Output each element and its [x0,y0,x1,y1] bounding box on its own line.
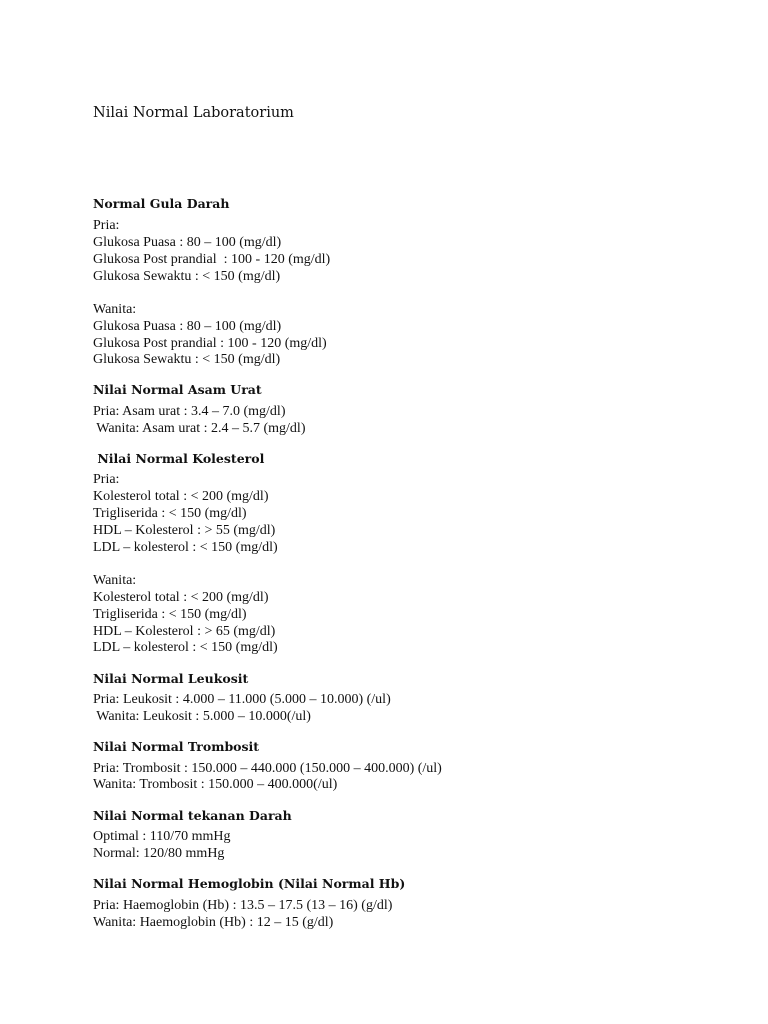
tekanan-darah-line: Normal: 120/80 mmHg [93,846,225,861]
section-heading-hemoglobin: Nilai Normal Hemoglobin (Nilai Normal Hb) [93,876,406,891]
trombosit-line: Wanita: Trombosit : 150.000 – 400.000(/ul) [93,777,338,792]
gula-darah-wanita-label: Wanita: [93,302,137,317]
asam-urat-line: Pria: Asam urat : 3.4 – 7.0 (mg/dl) [93,404,286,419]
hemoglobin-line: Pria: Haemoglobin (Hb) : 13.5 – 17.5 (13 – 16) (g/dl) [93,898,393,913]
hemoglobin-line: Wanita: Haemoglobin (Hb) : 12 – 15 (g/dl) [93,915,334,930]
kolesterol-pria-label: Pria: [93,472,120,487]
trombosit-line: Pria: Trombosit : 150.000 – 440.000 (150.000 – 400.000) (/ul) [93,761,442,776]
kolesterol-wanita-line: HDL – Kolesterol : > 65 (mg/dl) [93,624,276,639]
gula-darah-wanita-line: Glukosa Sewaktu : < 150 (mg/dl) [93,352,281,367]
kolesterol-wanita-line: Trigliserida : < 150 (mg/dl) [93,607,247,622]
section-heading-trombosit: Nilai Normal Trombosit [93,739,260,754]
kolesterol-wanita-line: Kolesterol total : < 200 (mg/dl) [93,590,269,605]
leukosit-line: Pria: Leukosit : 4.000 – 11.000 (5.000 – 10.000) (/ul) [93,692,391,707]
leukosit-line: Wanita: Leukosit : 5.000 – 10.000(/ul) [93,709,311,724]
gula-darah-pria-line: Glukosa Post prandial : 100 - 120 (mg/dl) [93,252,331,267]
gula-darah-pria-label: Pria: [93,218,120,233]
kolesterol-wanita-line: LDL – kolesterol : < 150 (mg/dl) [93,640,278,655]
kolesterol-pria-line: LDL – kolesterol : < 150 (mg/dl) [93,540,278,555]
section-heading-asam-urat: Nilai Normal Asam Urat [93,382,262,397]
section-heading-leukosit: Nilai Normal Leukosit [93,671,249,686]
kolesterol-pria-line: HDL – Kolesterol : > 55 (mg/dl) [93,523,276,538]
kolesterol-wanita-label: Wanita: [93,573,137,588]
document-title: Nilai Normal Laboratorium [93,105,294,121]
asam-urat-line: Wanita: Asam urat : 2.4 – 5.7 (mg/dl) [93,421,306,436]
section-heading-gula-darah: Normal Gula Darah [93,196,230,211]
section-heading-kolesterol: Nilai Normal Kolesterol [93,451,265,466]
kolesterol-pria-line: Kolesterol total : < 200 (mg/dl) [93,489,269,504]
gula-darah-wanita-line: Glukosa Puasa : 80 – 100 (mg/dl) [93,319,282,334]
tekanan-darah-line: Optimal : 110/70 mmHg [93,829,231,844]
gula-darah-wanita-line: Glukosa Post prandial : 100 - 120 (mg/dl) [93,336,327,351]
section-heading-tekanan-darah: Nilai Normal tekanan Darah [93,808,292,823]
kolesterol-pria-line: Trigliserida : < 150 (mg/dl) [93,506,247,521]
gula-darah-pria-line: Glukosa Sewaktu : < 150 (mg/dl) [93,269,281,284]
gula-darah-pria-line: Glukosa Puasa : 80 – 100 (mg/dl) [93,235,282,250]
